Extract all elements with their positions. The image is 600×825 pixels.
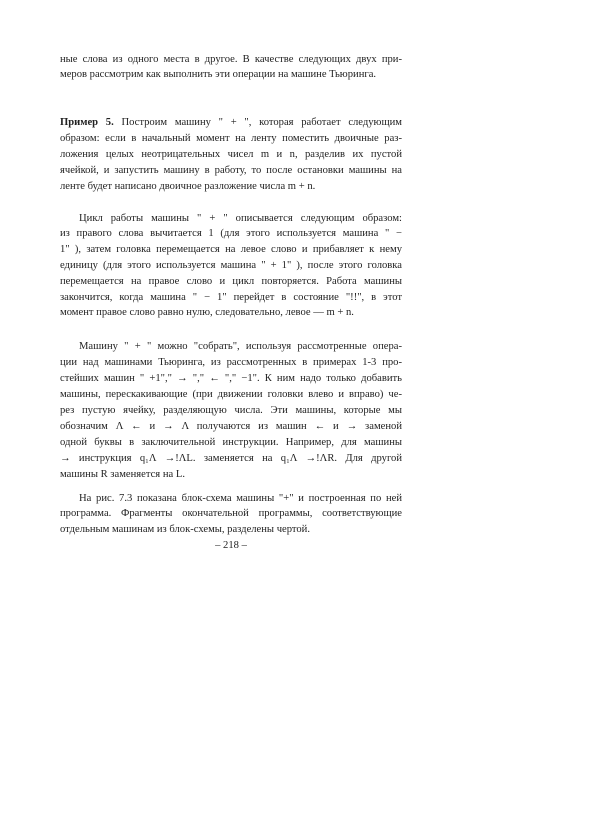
text-line: ложения целых неотрицательных чисел m и n, разделив их пустой [60, 149, 402, 160]
text-line: Машину " + " можно "собрать", используя рассмотренные опера- [79, 341, 402, 352]
example-heading: Пример 5. [60, 117, 114, 128]
page-number: – 218 – [215, 540, 247, 551]
text-line [60, 116, 402, 129]
text-line: обозначим Λ ← и → Λ получаются из машин ← и → заменой [60, 421, 402, 432]
text-line: момент правое слово равно нулю, следовательно, левое — m + n. [60, 307, 354, 318]
text-line: На рис. 7.3 показана блок-схема машины "+" и построенная по ней [79, 493, 402, 504]
text-line: машины R заменяется на L. [60, 469, 185, 480]
text-line: стейших машин " +1"," → "," ← "," −1". К ним надо только добавить [60, 373, 402, 384]
text-line: меров рассмотрим как выполнить эти операции на машине Тьюринга. [60, 69, 377, 80]
text-line: из правого слова вычитается 1 (для этого используется машина " − [60, 228, 402, 239]
text-line: единицу (для этого используется машина " + 1" ), после этого головка [60, 260, 402, 271]
text-line: рез пустую ячейку, разделяющую числа. Эти машины, которые мы [60, 405, 402, 416]
text-line: ленте будет написано двоичное разложение числа m + n. [60, 181, 316, 192]
text-line: 1" ), затем головка перемещается на левое слово и прибавляет к нему [60, 244, 402, 255]
text-line: закончится, когда машина " − 1" перейдет в состояние "!!", в этот [60, 292, 402, 303]
text-span: Построим машину " + ", которая работает следующим [121, 117, 402, 128]
text-line: Цикл работы машины " + " описывается следующим образом: [79, 213, 402, 224]
text-line: программа. Фрагменты окончательной программы, соответствующие [60, 508, 402, 519]
text-line: ции над машинами Тьюринга, из рассмотренных в примерах 1-3 про- [60, 357, 402, 368]
text-line: ные слова из одного места в другое. В качестве следующих двух при- [60, 54, 402, 65]
text-line: отдельным машинам из блок-схемы, разделены чертой. [60, 524, 310, 535]
text-line: → инструкция q₁Λ →!ΛL. заменяется на q₁Λ →!ΛR. Для другой [60, 453, 402, 464]
text-line: одной буквы в заключительной инструкции. Например, для машины [60, 437, 402, 448]
text-line: машины, перескакивающие (при движении головки влево и вправо) че- [60, 389, 402, 400]
text-line: ячейкой, и запустить машину в работу, то после остановки машины на [60, 165, 402, 176]
text-line: перемещается на правое слово и цикл повторяется. Работа машины [60, 276, 402, 287]
text-line: образом: если в начальный момент на ленту поместить двоичные раз- [60, 133, 402, 144]
